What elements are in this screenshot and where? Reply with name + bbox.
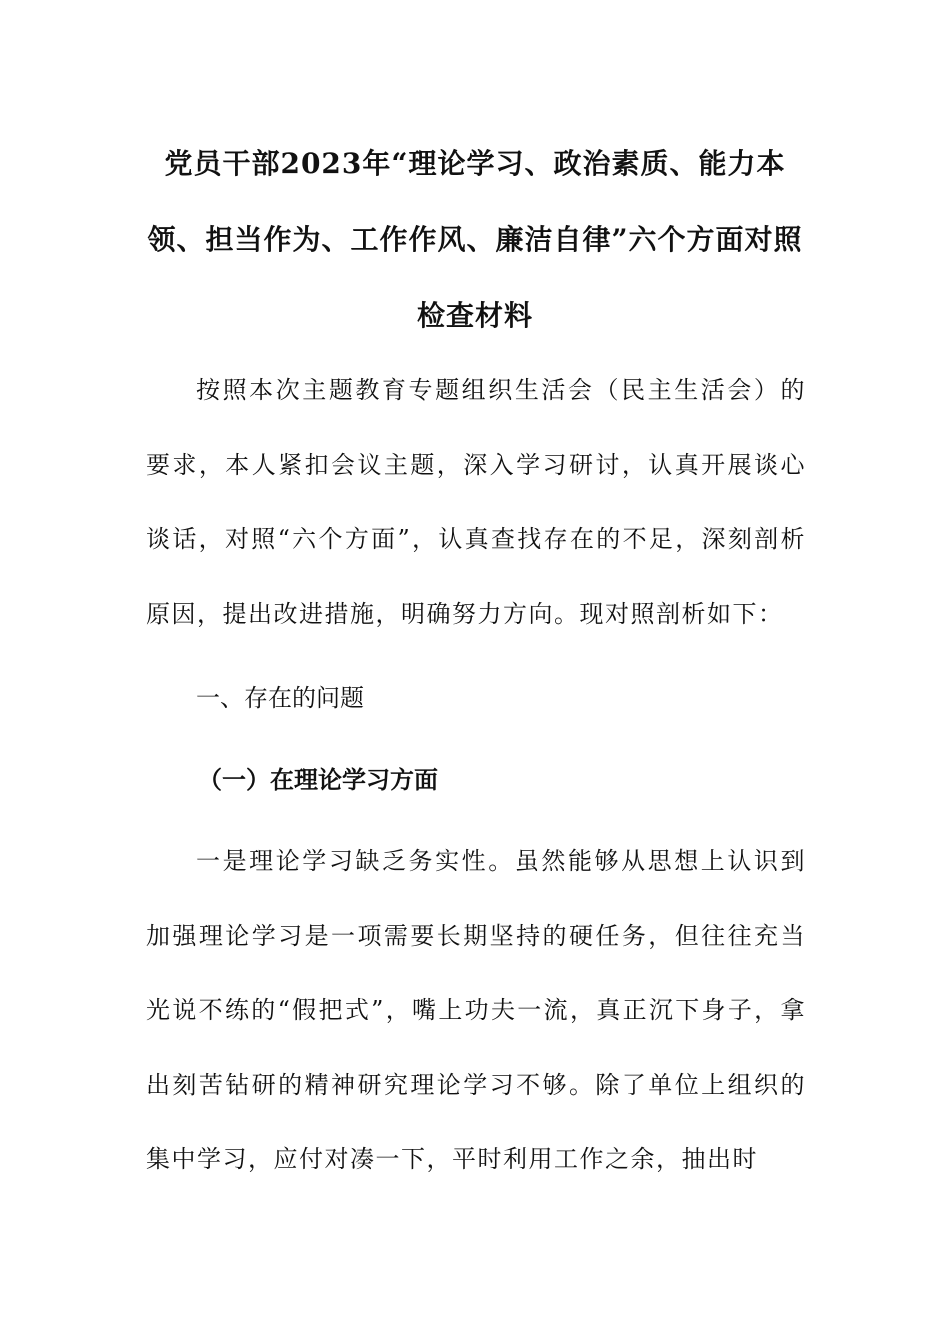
body-paragraph: 一是理论学习缺乏务实性。虽然能够从思想上认识到加强理论学习是一项需要长期坚持的硬任务，但往往充当光说不练的“假把式”，嘴上功夫一流，真正沉下身子，拿出刻苦钻研的精神研究理论学习不够。除了单位上组织的集中学习，应付对凑一下，平时利用工作之余，抽出时 — [146, 847, 806, 1173]
section-heading: 一、存在的问题 — [196, 684, 364, 712]
document-title: 党员干部2023年“理论学习、政治素质、能力本领、担当作为、工作作风、廉洁自律”六个方面对照检查材料 — [147, 147, 803, 332]
subsection-heading: （一）在理论学习方面 — [198, 765, 438, 794]
intro-paragraph: 按照本次主题教育专题组织生活会（民主生活会）的要求，本人紧扣会议主题，深入学习研讨，认真开展谈心谈话，对照“六个方面”，认真查找存在的不足，深刻剖析原因，提出改进措施，明确努力方向。现对照剖析如下： — [146, 376, 806, 628]
